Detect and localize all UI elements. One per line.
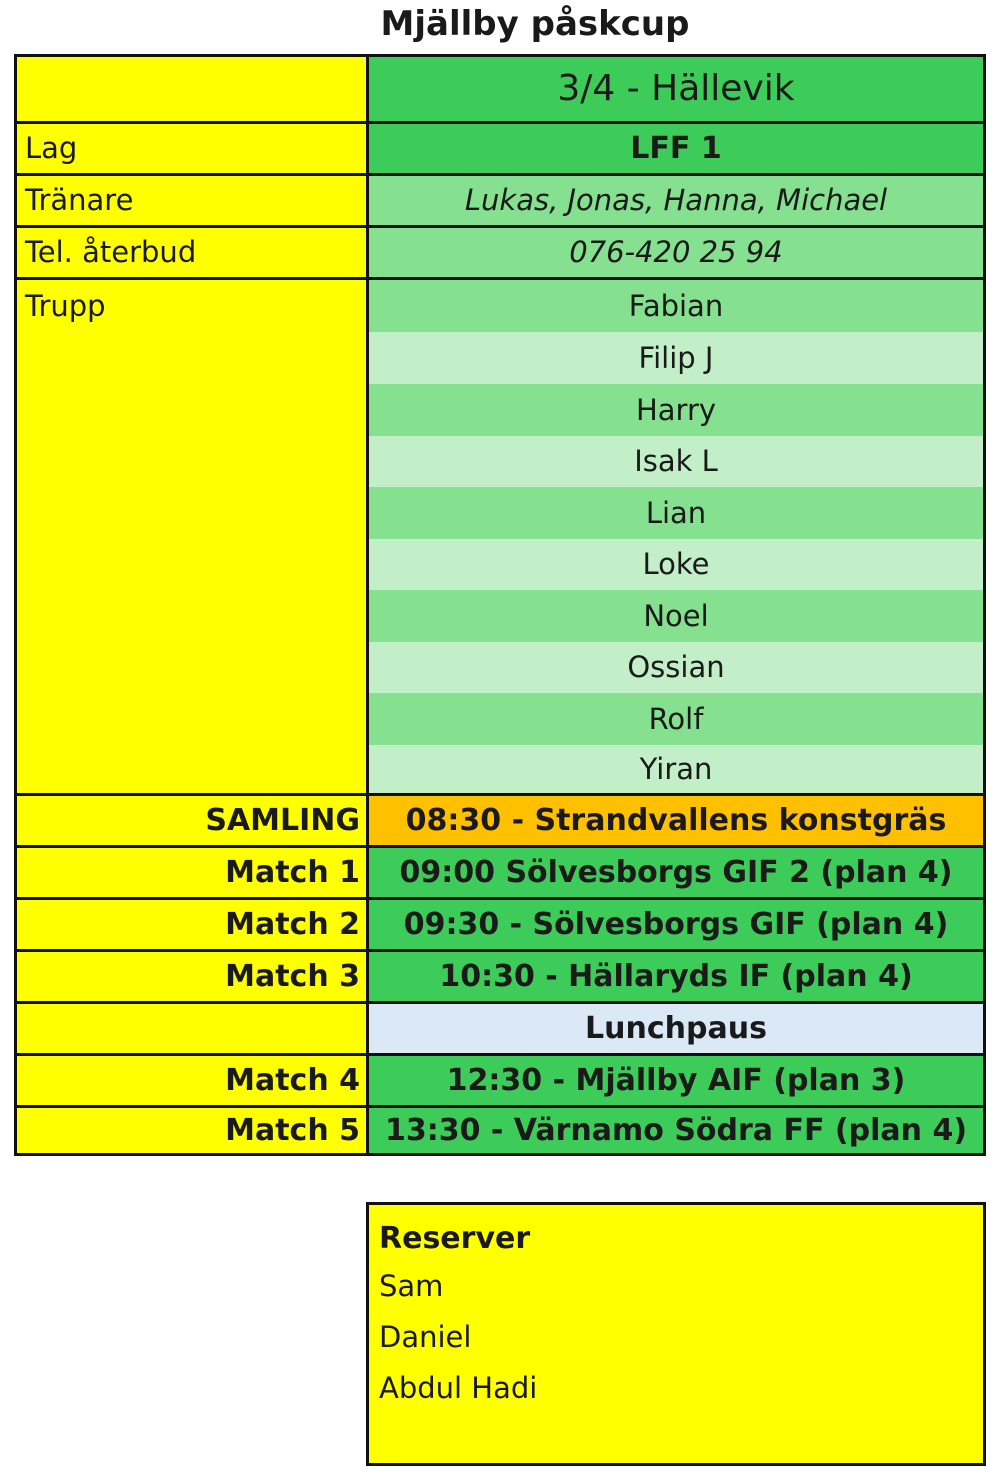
- schedule-value: 08:30 - Strandvallens konstgräs: [369, 796, 983, 848]
- player-item: Yiran: [369, 745, 983, 796]
- schedule-label: Match 2: [17, 900, 369, 952]
- tel-value: 076-420 25 94: [369, 228, 983, 280]
- schedule-label: Match 4: [17, 1056, 369, 1108]
- schedule-value: 10:30 - Hällaryds IF (plan 4): [369, 952, 983, 1004]
- header-label-cell: [17, 57, 369, 124]
- schedule-label: Match 1: [17, 848, 369, 900]
- reserves-box: [366, 1202, 986, 1466]
- reserve-name: Daniel: [379, 1320, 472, 1354]
- player-item: Isak L: [369, 436, 983, 487]
- player-item: Filip J: [369, 332, 983, 384]
- schedule-value: 09:00 Sölvesborgs GIF 2 (plan 4): [369, 848, 983, 900]
- tranare-label: Tränare: [17, 176, 369, 228]
- player-item: Fabian: [369, 280, 983, 332]
- lag-value: LFF 1: [369, 124, 983, 176]
- schedule-value: 12:30 - Mjällby AIF (plan 3): [369, 1056, 983, 1108]
- player-item: Noel: [369, 590, 983, 642]
- reserve-name: Sam: [379, 1269, 444, 1303]
- lag-label: Lag: [17, 124, 369, 176]
- reserves-title: Reserver: [379, 1221, 531, 1256]
- schedule-value: 13:30 - Värnamo Södra FF (plan 4): [369, 1108, 983, 1153]
- schedule-table: [14, 54, 986, 1156]
- player-item: Lian: [369, 487, 983, 539]
- lunch-break: Lunchpaus: [369, 1004, 983, 1056]
- tel-label: Tel. återbud: [17, 228, 369, 280]
- event-date-location: 3/4 - Hällevik: [369, 57, 983, 124]
- player-item: Loke: [369, 539, 983, 590]
- trupp-label: Trupp: [17, 280, 369, 796]
- schedule-value: 09:30 - Sölvesborgs GIF (plan 4): [369, 900, 983, 952]
- player-item: Rolf: [369, 693, 983, 745]
- reserve-name: Abdul Hadi: [379, 1371, 538, 1405]
- schedule-label: SAMLING: [17, 796, 369, 848]
- schedule-label: Match 3: [17, 952, 369, 1004]
- page-title: Mjällby påskcup: [380, 4, 690, 44]
- schedule-label: Match 5: [17, 1108, 369, 1153]
- player-item: Ossian: [369, 642, 983, 693]
- schedule-label: [17, 1004, 369, 1056]
- player-item: Harry: [369, 384, 983, 436]
- tranare-value: Lukas, Jonas, Hanna, Michael: [369, 176, 983, 228]
